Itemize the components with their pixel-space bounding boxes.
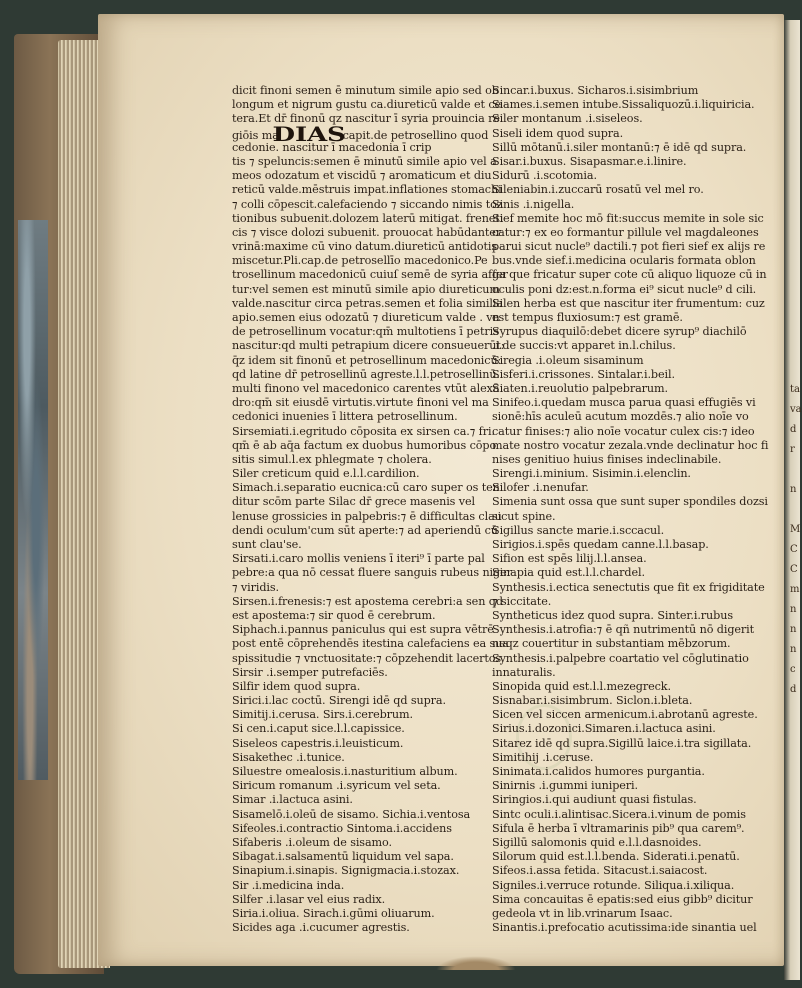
text-line: Sileniabin.i.zuccarū rosatū vel mel ro.: [492, 183, 704, 197]
text-fragment: capit.de petrosellino quod: [339, 128, 489, 142]
text-line: Siler creticum quid e.l.l.cardilion.: [232, 467, 420, 481]
text-line: Sinapia quid est.l.l.chardel.: [492, 566, 645, 580]
text-line: Silorum quid est.l.l.benda. Siderati.i.penatū.: [492, 850, 740, 864]
text-line: nises genitiuo huius finises indeclinabile.: [492, 452, 722, 466]
text-line: Simach.i.separatio eucnica:cū caro super os ten: [232, 481, 500, 495]
text-line: Simar .i.lactuca asini.: [232, 793, 353, 807]
text-line: Sinopida quid est.l.l.mezegreck.: [492, 679, 671, 693]
text-line: Siria.i.oliua. Sirach.i.gūmi oliuarum.: [232, 906, 435, 920]
text-line: Sirsemiati.i.egritudo cōposita ex sirsen ca.⁊ fri.: [232, 424, 495, 438]
facing-page-edge: [784, 20, 800, 980]
text-line: Sigillus sancte marie.i.sccacul.: [492, 523, 665, 537]
text-line: Sir .i.medicina inda.: [232, 878, 345, 892]
text-line: Sisamelō.i.oleū de sisamo. Sichia.i.ventosa: [232, 807, 471, 821]
text-line: Simitij.i.cerusa. Sirs.i.cerebrum.: [232, 708, 413, 722]
text-line: apio.semen eius odozatū ⁊ diureticum valde . vn: [232, 311, 500, 324]
text-line: Sinifeo.i.quedam musca parua quasi effugiēs vi: [492, 396, 756, 410]
text-line: ditur scōm parte Silac dr̄ grece masenis vel: [232, 495, 475, 509]
text-line: dicit finoni semen ē minutum simile apio sed ob: [232, 84, 499, 97]
text-line: Silen herba est que nascitur iter frumentum: cuz: [492, 296, 765, 310]
text-line: Siames.i.semen intube.Sissaliquozū.i.liquiricia.: [492, 98, 755, 112]
text-line: Sifeos.i.assa fetida. Sitacust.i.saiacost.: [492, 864, 708, 878]
text-line: q̄z idem sit finonū et petrosellinum macedonicū:: [232, 353, 502, 367]
text-line: sionē:hīs aculeū acutum mozdēs.⁊ alio noīe vo: [492, 410, 749, 424]
text-line: valde.nascitur circa petras.semen et folia similia: [232, 296, 503, 310]
text-line: Sief memite hoc mō fit:succus memite in sole sic: [492, 211, 764, 225]
text-line: tera.Et dr̄ finonū qz nascitur ī syria prouincia re: [232, 112, 500, 126]
text-line: Sirsen.i.frenesis:⁊ est apostema cerebri:a sen qd: [232, 594, 503, 608]
text-line: .i.de succis:vt apparet in.l.chilus.: [492, 339, 676, 353]
text-line: Siseleos capestris.i.leuisticum.: [232, 736, 404, 750]
text-line: est apostema:⁊ sir quod ē cerebrum.: [232, 608, 436, 622]
text-line: miscetur.Pli.cap.de petrosellīo macedonico.Pe: [232, 254, 488, 268]
text-line: trosellinum macedonicū cuiuſ semē de syria affer: [232, 268, 508, 282]
text-line: Signiles.i.verruce rotunde. Siliqua.i.xiliqua.: [492, 878, 735, 892]
text-line: Sinis .i.nigella.: [492, 197, 575, 211]
text-line: gedeola vt in lib.vrinarum Isaac.: [492, 906, 673, 920]
text-line: innaturalis.: [492, 665, 556, 679]
text-line: Sinimata.i.calidos humores purgantia.: [492, 765, 705, 778]
text-line: Simenia sunt ossa que sunt super spondiles dozsi: [492, 495, 768, 509]
text-line: sunt clau'se.: [232, 538, 302, 551]
text-line: spissitudie ⁊ vnctuositate:⁊ cōpzehendit lacertos: [232, 651, 502, 665]
text-line: qd latine dr̄ petrosellinū agreste.l.l.petrosellinū.: [232, 367, 500, 381]
text-line: Sirius.i.dozonici.Simaren.i.lactuca asini.: [492, 722, 716, 736]
facing-page-glyphs: ta va d r n M C C m n n n c d: [790, 384, 802, 695]
text-line: cis ⁊ visce dolozi subuenit. prouocat habūdanter: [232, 225, 502, 239]
text-line: Sima concauitas ē epatis:sed eius gibb⁹ dicitur: [492, 892, 753, 906]
text-line: Sicen vel siccen armenicum.i.abrotanū agreste.: [492, 708, 758, 722]
text-fragment: giōis ma: [232, 128, 279, 142]
text-line: est tempus fluxiosum:⁊ est gramē.: [492, 311, 683, 324]
text-line: Sigillū salomonis quid e.l.l.dasnoides.: [492, 835, 702, 849]
text-line: Siregia .i.oleum sisaminum: [492, 353, 644, 367]
text-line: lenuse grossicies in palpebris:⁊ ē difficultas clau: [232, 509, 502, 523]
text-line: Siluestre omealosis.i.nasturitium album.: [232, 765, 458, 778]
text-line: Simitihij .i.ceruse.: [492, 750, 594, 764]
text-line: Syntheticus idez quod supra. Sinter.i.rubus: [492, 608, 733, 622]
text-line: tis ⁊ speluncis:semen ē minutū simile apio vel a: [232, 154, 497, 168]
text-line: de petrosellinum vocatur:qm̄ multotiens ī petris: [232, 325, 499, 339]
text-line: Sifion est spēs lilij.l.l.ansea.: [492, 552, 647, 566]
text-line: ⁊ siccitate.: [492, 594, 552, 608]
text-line: Sincar.i.buxus. Sicharos.i.sisimbrium: [492, 84, 699, 97]
text-line: [232, 121, 489, 146]
text-line: mate nostro vocatur zezala.vnde declinatur hoc fi: [492, 438, 769, 452]
decorated-initial: DIAS: [272, 121, 346, 146]
text-line: parui sicut nucle⁹ dactili.⁊ pot fieri sief ex alijs re: [492, 240, 766, 254]
left-text-column: [232, 84, 512, 935]
text-line: Synthesis.i.palpebre coartatio vel cōglutinatio: [492, 651, 749, 665]
text-line: Siler montanum .i.siseleos.: [492, 112, 643, 126]
text-line: neqz couertitur in substantiam mēbzorum.: [492, 637, 731, 651]
page-tear: [436, 956, 516, 970]
text-line: Sisferi.i.crissones. Sintalar.i.beil.: [492, 367, 675, 381]
text-line: Siphach.i.pannus paniculus qui est supra vētrē: [232, 623, 494, 637]
text-line: Sirengi.i.minium. Sisimin.i.elenclin.: [492, 467, 691, 481]
text-line: Sisar.i.buxus. Sisapasmar.e.i.linire.: [492, 154, 687, 168]
text-line: bus.vnde sief.i.medicina ocularis formata oblon: [492, 254, 756, 268]
text-line: ga que fricatur super cote cū aliquo liquoze cū in: [492, 268, 767, 282]
text-line: Siaten.i.reuolutio palpebrarum.: [492, 381, 668, 395]
marbled-endpaper: [18, 220, 48, 780]
text-line: Syrupus diaquilō:debet dicere syrup⁹ diachilō: [492, 325, 747, 339]
text-line: catur:⁊ ex eo formantur pillule vel magdaleones: [492, 225, 759, 239]
text-line: catur finises:⁊ alio noīe vocatur culex cis:⁊ ideo: [492, 424, 755, 438]
text-line: qm̄ ē ab aq̄a factum ex duobus humoribus cōpo: [232, 438, 497, 452]
text-line: sicut spine.: [492, 509, 556, 523]
text-line: cedonie. nascitur ī macedonia ī crip: [232, 140, 432, 154]
text-line: Sirsati.i.caro mollis veniens ī iteri⁹ ī parte pal: [232, 552, 485, 566]
text-line: Sillū mōtanū.i.siler montanū:⁊ ē idē qd supra.: [492, 140, 747, 154]
text-line: Silofer .i.nenufar.: [492, 481, 589, 495]
text-line: multi finono vel macedonico carentes vtūt alexā: [232, 381, 500, 395]
text-line: Sirsir .i.semper putrefaciēs.: [232, 665, 388, 679]
text-line: longum et nigrum gustu ca.diureticū valde et ce: [232, 98, 502, 112]
text-line: Sidurū .i.scotomia.: [492, 169, 597, 183]
text-line: Siseli idem quod supra.: [492, 126, 624, 140]
right-text-column: [492, 84, 769, 935]
text-line: Silfer .i.lasar vel eius radix.: [232, 892, 386, 906]
text-line: dendi oculum'cum sūt aperte:⁊ ad aperiendū cū: [232, 523, 498, 537]
text-line: Sintc oculi.i.alintisac.Sicera.i.vinum de pomis: [492, 807, 746, 821]
text-line: Sinirnis .i.gummi iuniperi.: [492, 779, 638, 793]
text-line: oculis poni dz:est.n.forma ei⁹ sicut nucle⁹ d cili.: [492, 282, 757, 296]
text-line: Sisnabar.i.sisimbrum. Siclon.i.bleta.: [492, 694, 693, 708]
text-line: Sifula ē herba ī vltramarinis pib⁹ qua carem⁹.: [492, 821, 745, 835]
text-line: reticū valde.mēstruis impat.inflationes stomachi: [232, 183, 502, 197]
text-line: Synthesis.i.ectica senectutis que fit ex frigiditate: [492, 580, 765, 594]
text-line: Synthesis.i.atrofia:⁊ ē qñ nutrimentū nō digerit: [492, 623, 755, 637]
text-line: Si cen.i.caput sice.l.l.capissice.: [232, 722, 405, 736]
text-line: Sirici.i.lac coctū. Sirengi idē qd supra.: [232, 694, 446, 708]
text-line: meos odozatum et viscidū ⁊ aromaticum et diu: [232, 169, 492, 183]
text-line: Silfir idem quod supra.: [232, 679, 361, 693]
text-line: nascitur:qd multi petrapium dicere consueuerūt:: [232, 339, 505, 353]
text-line: Sinapium.i.sinapis. Signigmacia.i.stozax.: [232, 864, 460, 878]
text-line: vrinā:maxime cū vino datum.diureticū antidotis: [232, 240, 498, 254]
text-line: ⁊ colli cōpescit.calefaciendo ⁊ siccando nimis toz: [232, 197, 503, 211]
text-line: Siricum romanum .i.syricum vel seta.: [232, 779, 441, 793]
text-line: Sibagat.i.salsamentū liquidum vel sapa.: [232, 850, 454, 864]
text-line: Sitarez idē qd supra.Sigillū laice.i.tra sigillata.: [492, 736, 752, 750]
text-line: Sirigios.i.spēs quedam canne.l.l.basap.: [492, 538, 709, 551]
text-line: sitis simul.l.ex phlegmate ⁊ cholera.: [232, 452, 432, 466]
text-line: dro:qm̄ sit eiusdē virtutis.virtute finoni vel ma: [232, 396, 489, 410]
text-line: cedonici inuenies ī littera petrosellinum.: [232, 410, 458, 424]
text-line: tur:vel semen est minutū simile apio diureticum: [232, 282, 500, 296]
text-line: post entē cōprehendēs itestina calefaciens ea sua: [232, 637, 509, 651]
text-line: Sisakethec .i.tunice.: [232, 750, 345, 764]
text-line: Siringios.i.qui audiunt quasi fistulas.: [492, 793, 697, 807]
text-line: ⁊ viridis.: [232, 580, 279, 594]
text-line: Sifaberis .i.oleum de sisamo.: [232, 835, 392, 849]
text-line: Sifeoles.i.contractio Sintoma.i.accidens: [232, 821, 452, 835]
text-line: tionibus subuenit.dolozem laterū mitigat. freneti: [232, 211, 504, 225]
text-line: Sicides aga .i.cucumer agrestis.: [232, 921, 410, 935]
text-line: pebre:a qua nō cessat fluere sanguis rubeus niger: [232, 566, 512, 580]
text-line: Sinantis.i.prefocatio acutissima:ide sinantia uel: [492, 921, 757, 935]
